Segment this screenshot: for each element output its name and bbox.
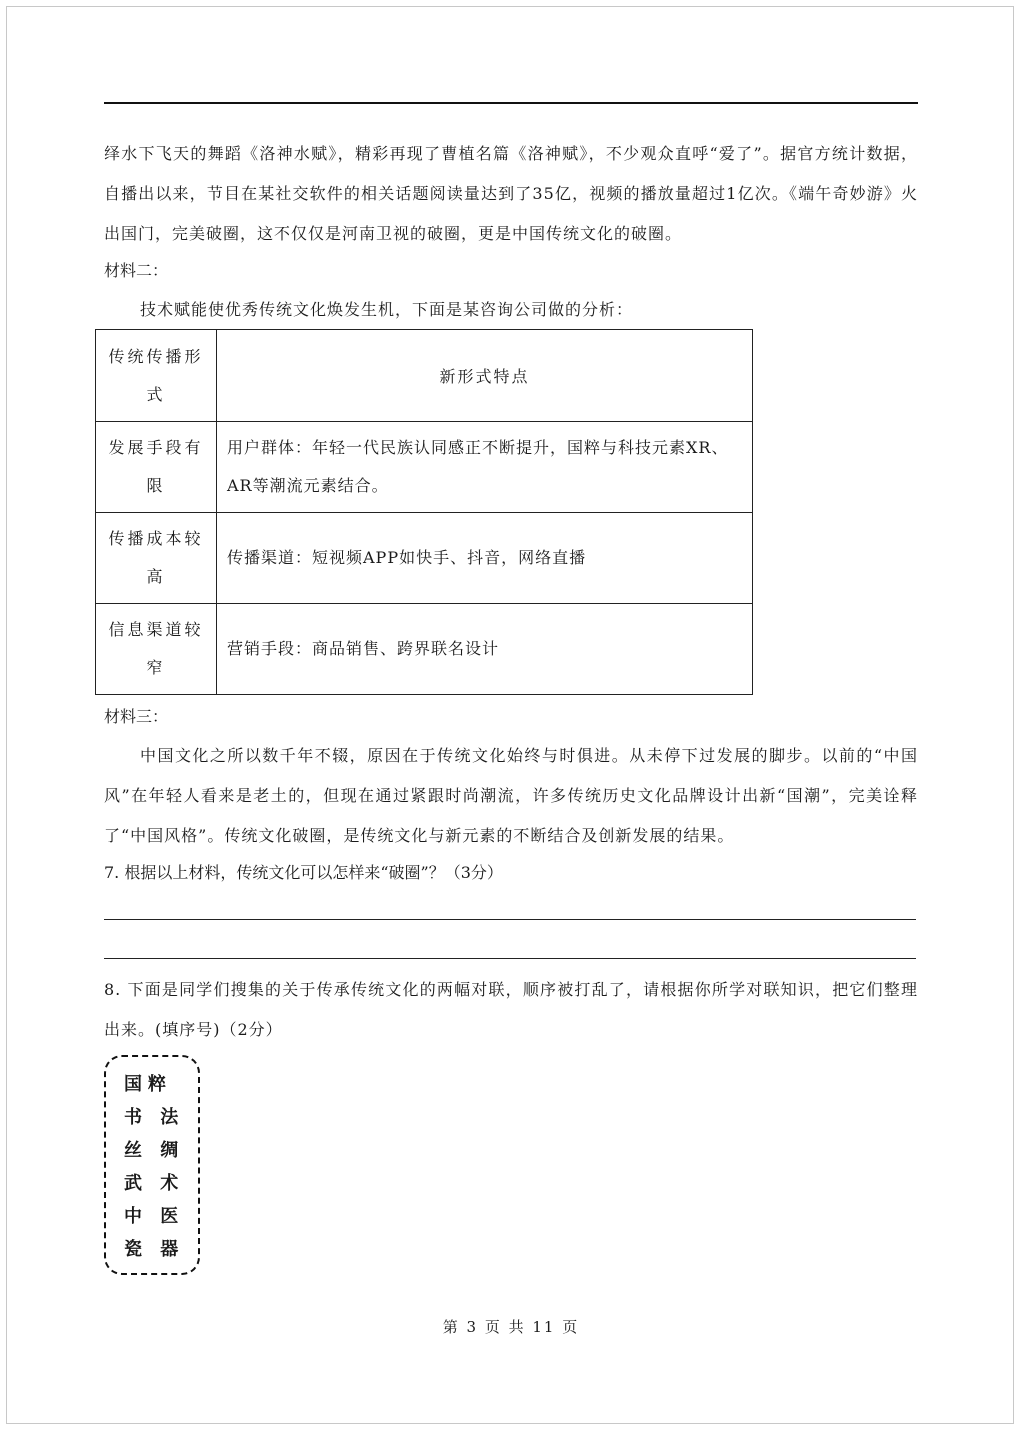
table-row [96,422,753,513]
header-rule [104,102,918,104]
answer-line[interactable] [104,919,916,920]
table-cell-feature: 营销手段：商品销售、跨界联名设计 [217,604,753,695]
material-three-label: 材料三： [104,707,169,726]
table-cell-traditional: 发展手段有限 [96,422,217,513]
answer-line[interactable] [104,958,916,959]
list-item: 武 术 [124,1173,185,1194]
table-header-row [96,330,753,422]
material-three-text: 中国文化之所以数千年不辍，原因在于传统文化始终与时俱进。从未停下过发展的脚步。以前的“中国风”在年轻人看来是老土的，但现在通过紧跟时尚潮流，许多传统历史文化品牌设计出新“国潮”，完美诠释了“中国风格”。传统文化破圈，是传统文化与新元素的不断结合及创新发展的结果。 [104,746,918,845]
material-two-intro: 技术赋能使优秀传统文化焕发生机，下面是某咨询公司做的分析： [140,300,634,319]
couplet-word-list [124,1068,184,1266]
list-item: 丝 绸 [124,1140,185,1161]
page-footer: 第 3 页 共 11 页 [442,1318,580,1336]
list-item: 书 法 [124,1107,185,1128]
list-item: 中 医 [124,1206,185,1227]
passage-continued: 绎水下飞天的舞蹈《洛神水赋》，精彩再现了曹植名篇《洛神赋》，不少观众直呼“爱了”。据官方统计数据，自播出以来，节目在某社交软件的相关话题阅读量达到了35亿，视频的播放量超过1亿次。《端午奇妙游》火出国门，完美破圈，这不仅仅是河南卫视的破圈，更是中国传统文化的破圈。 [104,144,918,243]
list-item: 国粹 [124,1074,172,1095]
table-row [96,513,753,604]
analysis-table [95,329,753,695]
list-item: 瓷 器 [124,1239,185,1260]
table-cell-traditional: 传播成本较高 [96,513,217,604]
table-header-traditional: 传统传播形式 [96,330,217,422]
table-cell-traditional: 信息渠道较窄 [96,604,217,695]
question-8: 8. 下面是同学们搜集的关于传承传统文化的两幅对联，顺序被打乱了，请根据你所学对联知识，把它们整理出来。(填序号)（2分） [104,980,918,1039]
material-two-label: 材料二： [104,261,169,280]
table-cell-feature: 传播渠道：短视频APP如快手、抖音，网络直播 [217,513,753,604]
question-7: 7. 根据以上材料，传统文化可以怎样来“破圈”？（3分） [104,863,503,882]
table-header-new-features: 新形式特点 [217,330,753,422]
table-cell-feature: 用户群体：年轻一代民族认同感正不断提升，国粹与科技元素XR、AR等潮流元素结合。 [217,422,753,513]
table-row [96,604,753,695]
